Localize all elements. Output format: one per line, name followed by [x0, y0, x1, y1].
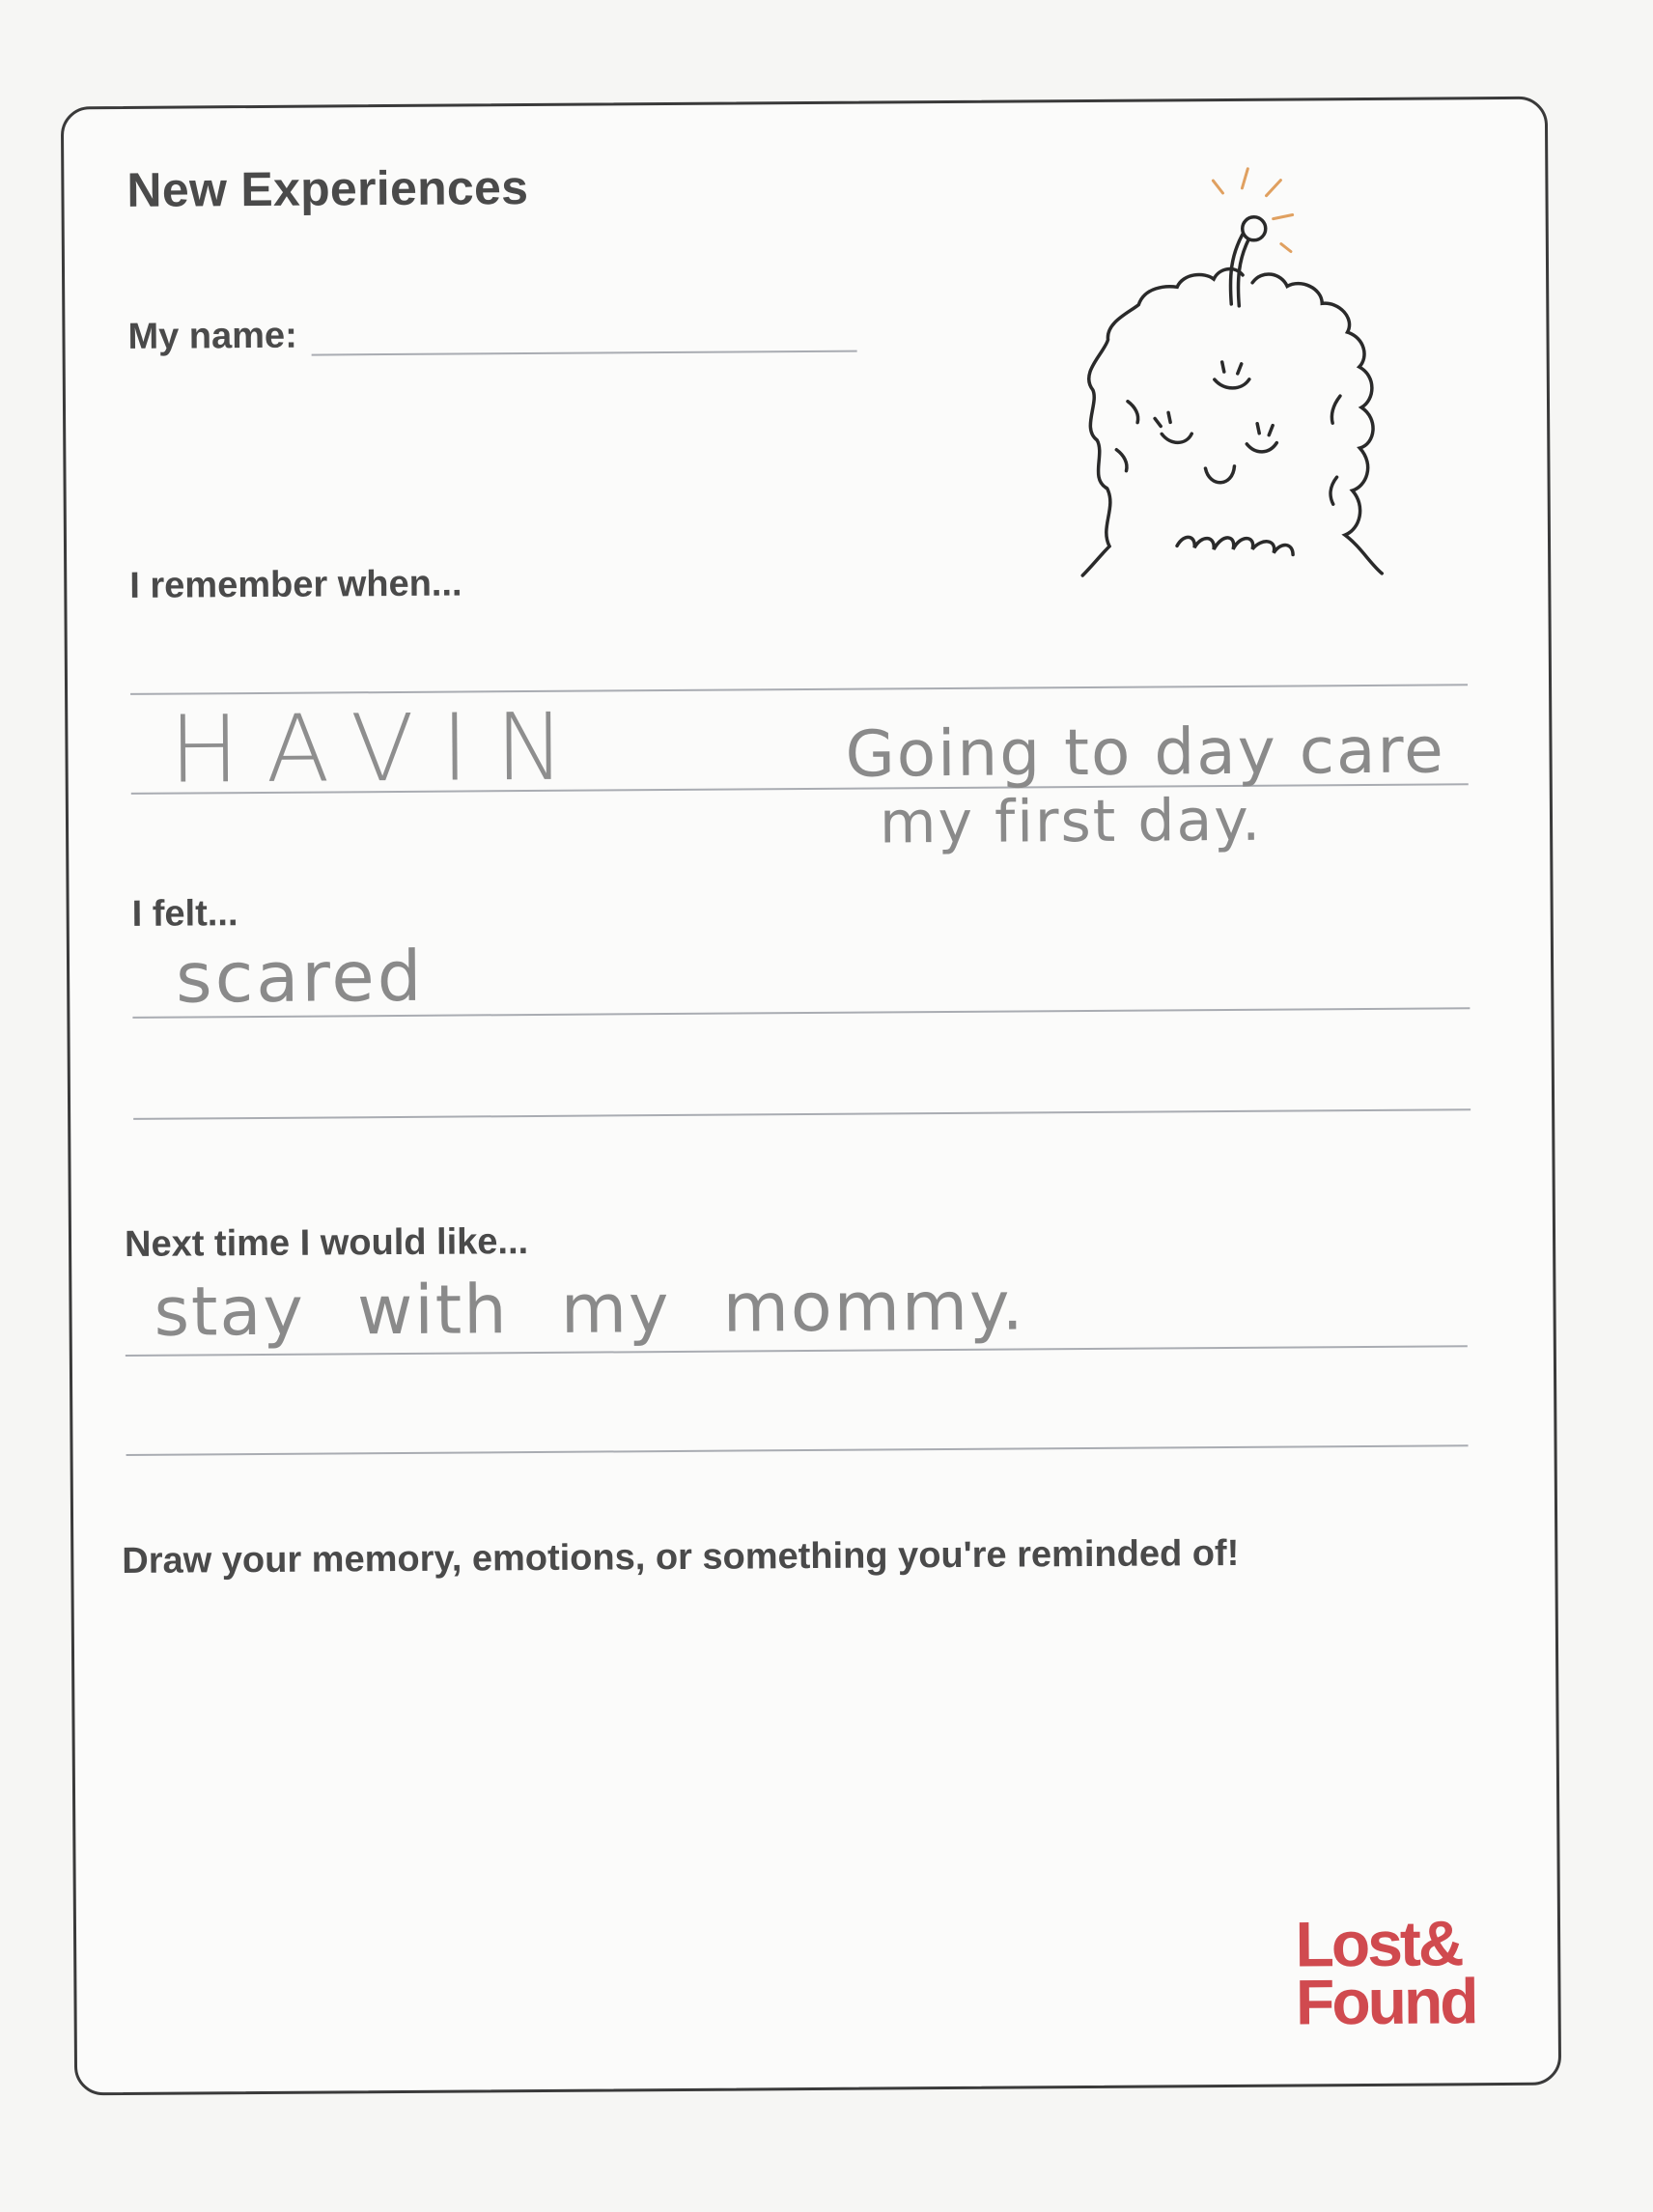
- mascot-illustration: [1068, 158, 1418, 586]
- handwritten-felt: scared: [175, 935, 425, 1019]
- felt-line-2: [133, 1108, 1471, 1120]
- logo-line-1: Lost&: [1295, 1907, 1462, 1980]
- handwritten-remember-2: my first day.: [879, 786, 1263, 857]
- handwritten-remember-1: Going to day care: [845, 713, 1445, 792]
- worksheet-card: [61, 97, 1561, 2096]
- lost-and-found-logo: [1295, 1907, 1476, 2038]
- name-label: My name:: [127, 315, 297, 357]
- remember-line-1: [130, 684, 1468, 695]
- next-label: Next time I would like...: [124, 1221, 529, 1265]
- handwritten-next: stay with my mommy.: [154, 1266, 1026, 1352]
- handwritten-name: HAVIN: [169, 692, 593, 804]
- next-line-2: [126, 1444, 1469, 1456]
- page-title: New Experiences: [126, 160, 529, 217]
- felt-label: I felt...: [131, 893, 238, 935]
- remember-label: I remember when...: [129, 563, 462, 606]
- draw-prompt: Draw your memory, emotions, or something you're reminded of!: [122, 1532, 1240, 1582]
- name-line: [312, 350, 857, 356]
- logo-line-2: Found: [1295, 1965, 1476, 2038]
